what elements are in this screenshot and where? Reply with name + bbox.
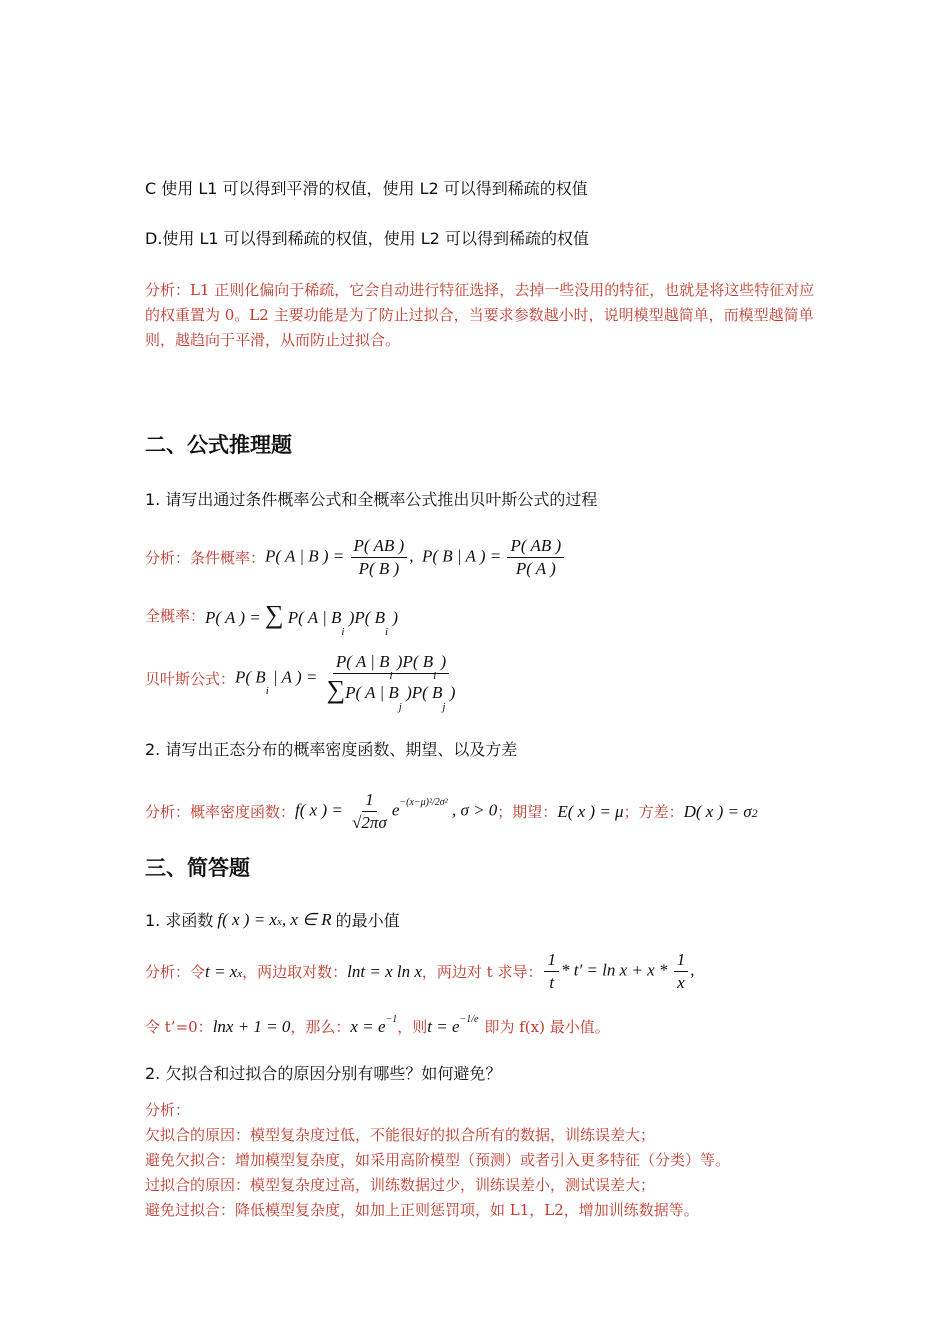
bayes-line [145, 652, 460, 713]
var-label: ；方差： [623, 803, 684, 821]
a3-1-label: 分析：令 [145, 963, 206, 981]
a3-1b-label: 令 t’=0： [145, 1018, 213, 1036]
cond-prob-label: 分析：条件概率： [145, 549, 266, 567]
total-prob-label: 全概率： [145, 606, 206, 625]
normal-dist-line [145, 790, 758, 833]
q3-1-prefix: 1. 求函数 [145, 911, 214, 930]
q3-1-suffix: 的最小值 [335, 911, 400, 930]
section-3-heading: 三、简答题 [145, 856, 250, 880]
total-prob-line [145, 600, 399, 638]
mean-label: ；期望： [497, 803, 558, 821]
bayes-formula: P( $B_i$ | A ) = $\frac{P( A | B_i )P( B_i )}{\sum P( A | B_j )P( B_j )}$ [235, 652, 456, 713]
answer-3-2-line: 过拟合的原因：模型复杂度过高，训练数据过少，训练误差小，测试误差大； [145, 1176, 656, 1194]
option-c: C 使用 L1 可以得到平滑的权值，使用 L2 可以得到稀疏的权值 [145, 179, 588, 198]
answer-3-2-line: 分析： [145, 1101, 191, 1119]
pdf-formula: f( x ) = $\frac{1}{√2\pi\sigma}$ $e^{-(x-\mu)^2/2\sigma^2}$ , σ > 0 [295, 790, 498, 832]
question-3-1 [145, 908, 400, 931]
a3-1-mid1: ，两边取对数： [242, 963, 348, 981]
a3-1-deriv: $\frac{1}{t}$ * t′ = ln x + x * $\frac{1}{x}$ , [542, 950, 694, 993]
a3-1b-mid2: ，则 [397, 1018, 428, 1036]
answer-3-1-line1 [145, 950, 694, 993]
a3-1b-mid1: ，那么： [290, 1018, 351, 1036]
a3-1-log: lnt = x ln x [347, 961, 422, 981]
section-2-heading: 二、公式推理题 [145, 433, 292, 457]
mean-formula: E( x ) = μ [557, 801, 624, 821]
cond-prob-formula: P( A | B ) = $\frac{P( AB )}{P( B )}$ , P( B | A ) = $\frac{P( AB )}{P( A )}$ [265, 536, 566, 579]
a3-1-sub: t = xx [205, 961, 243, 981]
cond-prob-line [145, 536, 566, 579]
bayes-label: 贝叶斯公式： [145, 670, 236, 688]
a3-1-mid2: ，两边对 t 求导： [421, 963, 543, 981]
a3-1b-x: $x = e^{-1}$ [350, 1013, 398, 1036]
answer-3-2-line: 欠拟合的原因：模型复杂度过低，不能很好的拟合所有的数据，训练误差大； [145, 1126, 656, 1144]
var-formula: D( x ) = σ2 [683, 801, 758, 821]
analysis-l1-l2: 分析：L1 正则化偏向于稀疏，它会自动进行特征选择，去掉一些没用的特征，也就是将这些特征对应的权重置为 0。L2 主要功能是为了防止过拟合，当要求参数越小时，说明模型越简单，而模型越简单则，越趋向于平滑，从而防止过拟合。 [145, 281, 815, 349]
pdf-label: 分析：概率密度函数： [145, 803, 296, 821]
answer-3-2-line: 避免过拟合：降低模型复杂度，如加上正则惩罚项，如 L1，L2，增加训练数据等。 [145, 1201, 699, 1219]
a3-1b-end: 即为 f(x) 最小值。 [484, 1018, 610, 1036]
a3-1b-t: $t = e^{-1/e}$ [427, 1013, 479, 1036]
question-2-1: 1. 请写出通过条件概率公式和全概率公式推出贝叶斯公式的过程 [145, 490, 598, 509]
total-prob-formula: P( A ) = ∑ P( A | $B_i$ )P( $B_i$ ) [205, 600, 399, 638]
answer-3-2-line: 避免欠拟合：增加模型复杂度，如采用高阶模型（预测）或者引入更多特征（分类）等。 [145, 1151, 731, 1169]
question-2-2: 2. 请写出正态分布的概率密度函数、期望、以及方差 [145, 740, 518, 759]
answer-3-1-line2 [145, 1013, 610, 1037]
question-3-2: 2. 欠拟合和过拟合的原因分别有哪些？如何避免？ [145, 1064, 502, 1083]
q3-1-formula: f( x ) = xx, x ∈ R [217, 909, 332, 929]
option-d: D.使用 L1 可以得到稀疏的权值，使用 L2 可以得到稀疏的权值 [145, 229, 589, 248]
answer-3-2 [145, 1098, 825, 1223]
a3-1b-eq: lnx + 1 = 0 [212, 1016, 291, 1036]
